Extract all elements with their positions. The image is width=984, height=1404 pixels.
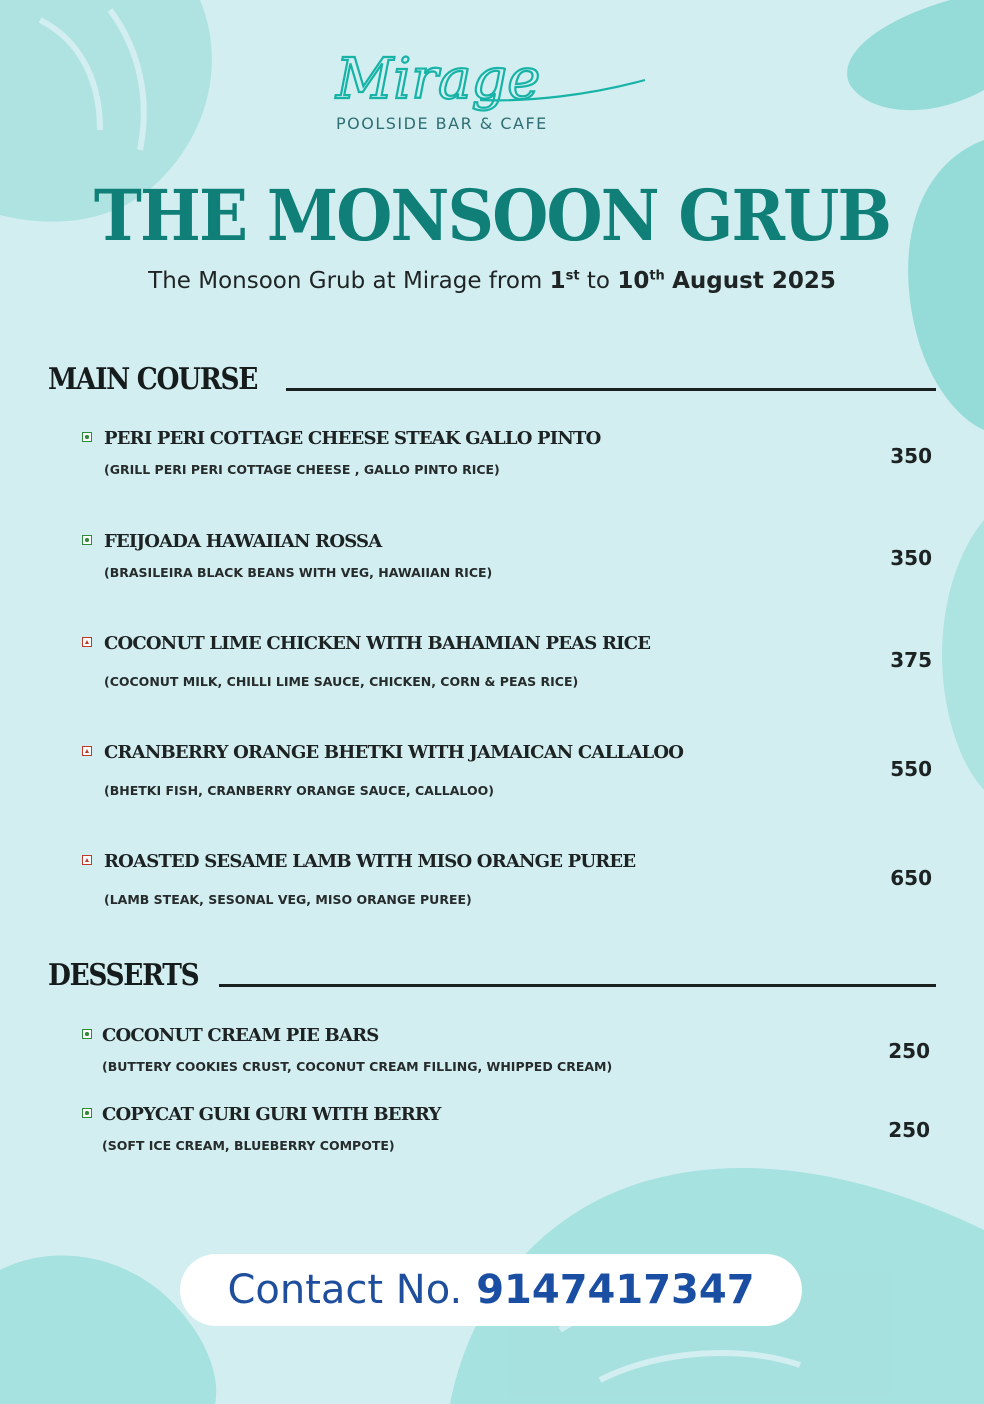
item-price: 550 [890, 757, 932, 781]
page-title: THE MONSOON GRUB [93, 174, 891, 257]
section-label: DESSERTS [48, 958, 199, 993]
item-description: (SOFT ICE CREAM, BLUEBERRY COMPOTE) [102, 1138, 395, 1153]
item-description: (LAMB STEAK, SESONAL VEG, MISO ORANGE PUREE) [104, 892, 472, 907]
item-description: (COCONUT MILK, CHILLI LIME SAUCE, CHICKEN, CORN & PEAS RICE) [104, 674, 579, 689]
section-label: MAIN COURSE [48, 362, 258, 397]
item-price: 350 [890, 546, 932, 570]
date-start-sup: st [565, 268, 580, 284]
item-name: COCONUT LIME CHICKEN WITH BAHAMIAN PEAS RICE [104, 633, 651, 654]
contact-number[interactable]: 9147417347 [476, 1267, 755, 1313]
veg-indicator-icon [82, 535, 92, 545]
date-start: 1 [549, 268, 566, 294]
non-veg-indicator-icon [82, 746, 92, 756]
non-veg-indicator-icon [82, 855, 92, 865]
item-name: PERI PERI COTTAGE CHEESE STEAK GALLO PINTO [104, 428, 601, 449]
section-divider [219, 984, 936, 987]
item-description: (BUTTERY COOKIES CRUST, COCONUT CREAM FILLING, WHIPPED CREAM) [102, 1059, 613, 1074]
veg-indicator-icon [82, 1108, 92, 1118]
mirage-script-logo [330, 40, 660, 120]
veg-indicator-icon [82, 1029, 92, 1039]
date-end: 10 [617, 268, 650, 294]
item-name: COPYCAT GURI GURI WITH BERRY [102, 1104, 441, 1125]
logo-subtitle: POOLSIDE BAR & CAFE [336, 114, 548, 133]
date-month-year: August 2025 [672, 268, 836, 294]
contact-label: Contact No. [227, 1267, 463, 1313]
item-name: COCONUT CREAM PIE BARS [102, 1025, 379, 1046]
item-name: CRANBERRY ORANGE BHETKI WITH JAMAICAN CALLALOO [104, 742, 684, 763]
item-name: FEIJOADA HAWAIIAN ROSSA [104, 531, 382, 552]
item-description: (GRILL PERI PERI COTTAGE CHEESE , GALLO PINTO RICE) [104, 462, 500, 477]
item-price: 375 [890, 648, 932, 672]
page-subtitle [0, 268, 984, 294]
mirage-logo [330, 40, 660, 150]
date-to: to [586, 268, 610, 294]
contact-pill [180, 1254, 802, 1326]
veg-indicator-icon [82, 432, 92, 442]
subtitle-prefix: The Monsoon Grub at Mirage from [148, 268, 543, 294]
item-price: 650 [890, 866, 932, 890]
item-description: (BRASILEIRA BLACK BEANS WITH VEG, HAWAIIAN RICE) [104, 565, 493, 580]
non-veg-indicator-icon [82, 637, 92, 647]
item-price: 250 [888, 1039, 930, 1063]
item-description: (BHETKI FISH, CRANBERRY ORANGE SAUCE, CALLALOO) [104, 783, 494, 798]
item-name: ROASTED SESAME LAMB WITH MISO ORANGE PUREE [104, 851, 636, 872]
section-divider [286, 388, 936, 391]
date-end-sup: th [649, 268, 665, 284]
logo-script-text: Mirage [336, 47, 541, 112]
item-price: 250 [888, 1118, 930, 1142]
item-price: 350 [890, 444, 932, 468]
section-main-course [48, 362, 936, 397]
section-desserts [48, 958, 936, 993]
